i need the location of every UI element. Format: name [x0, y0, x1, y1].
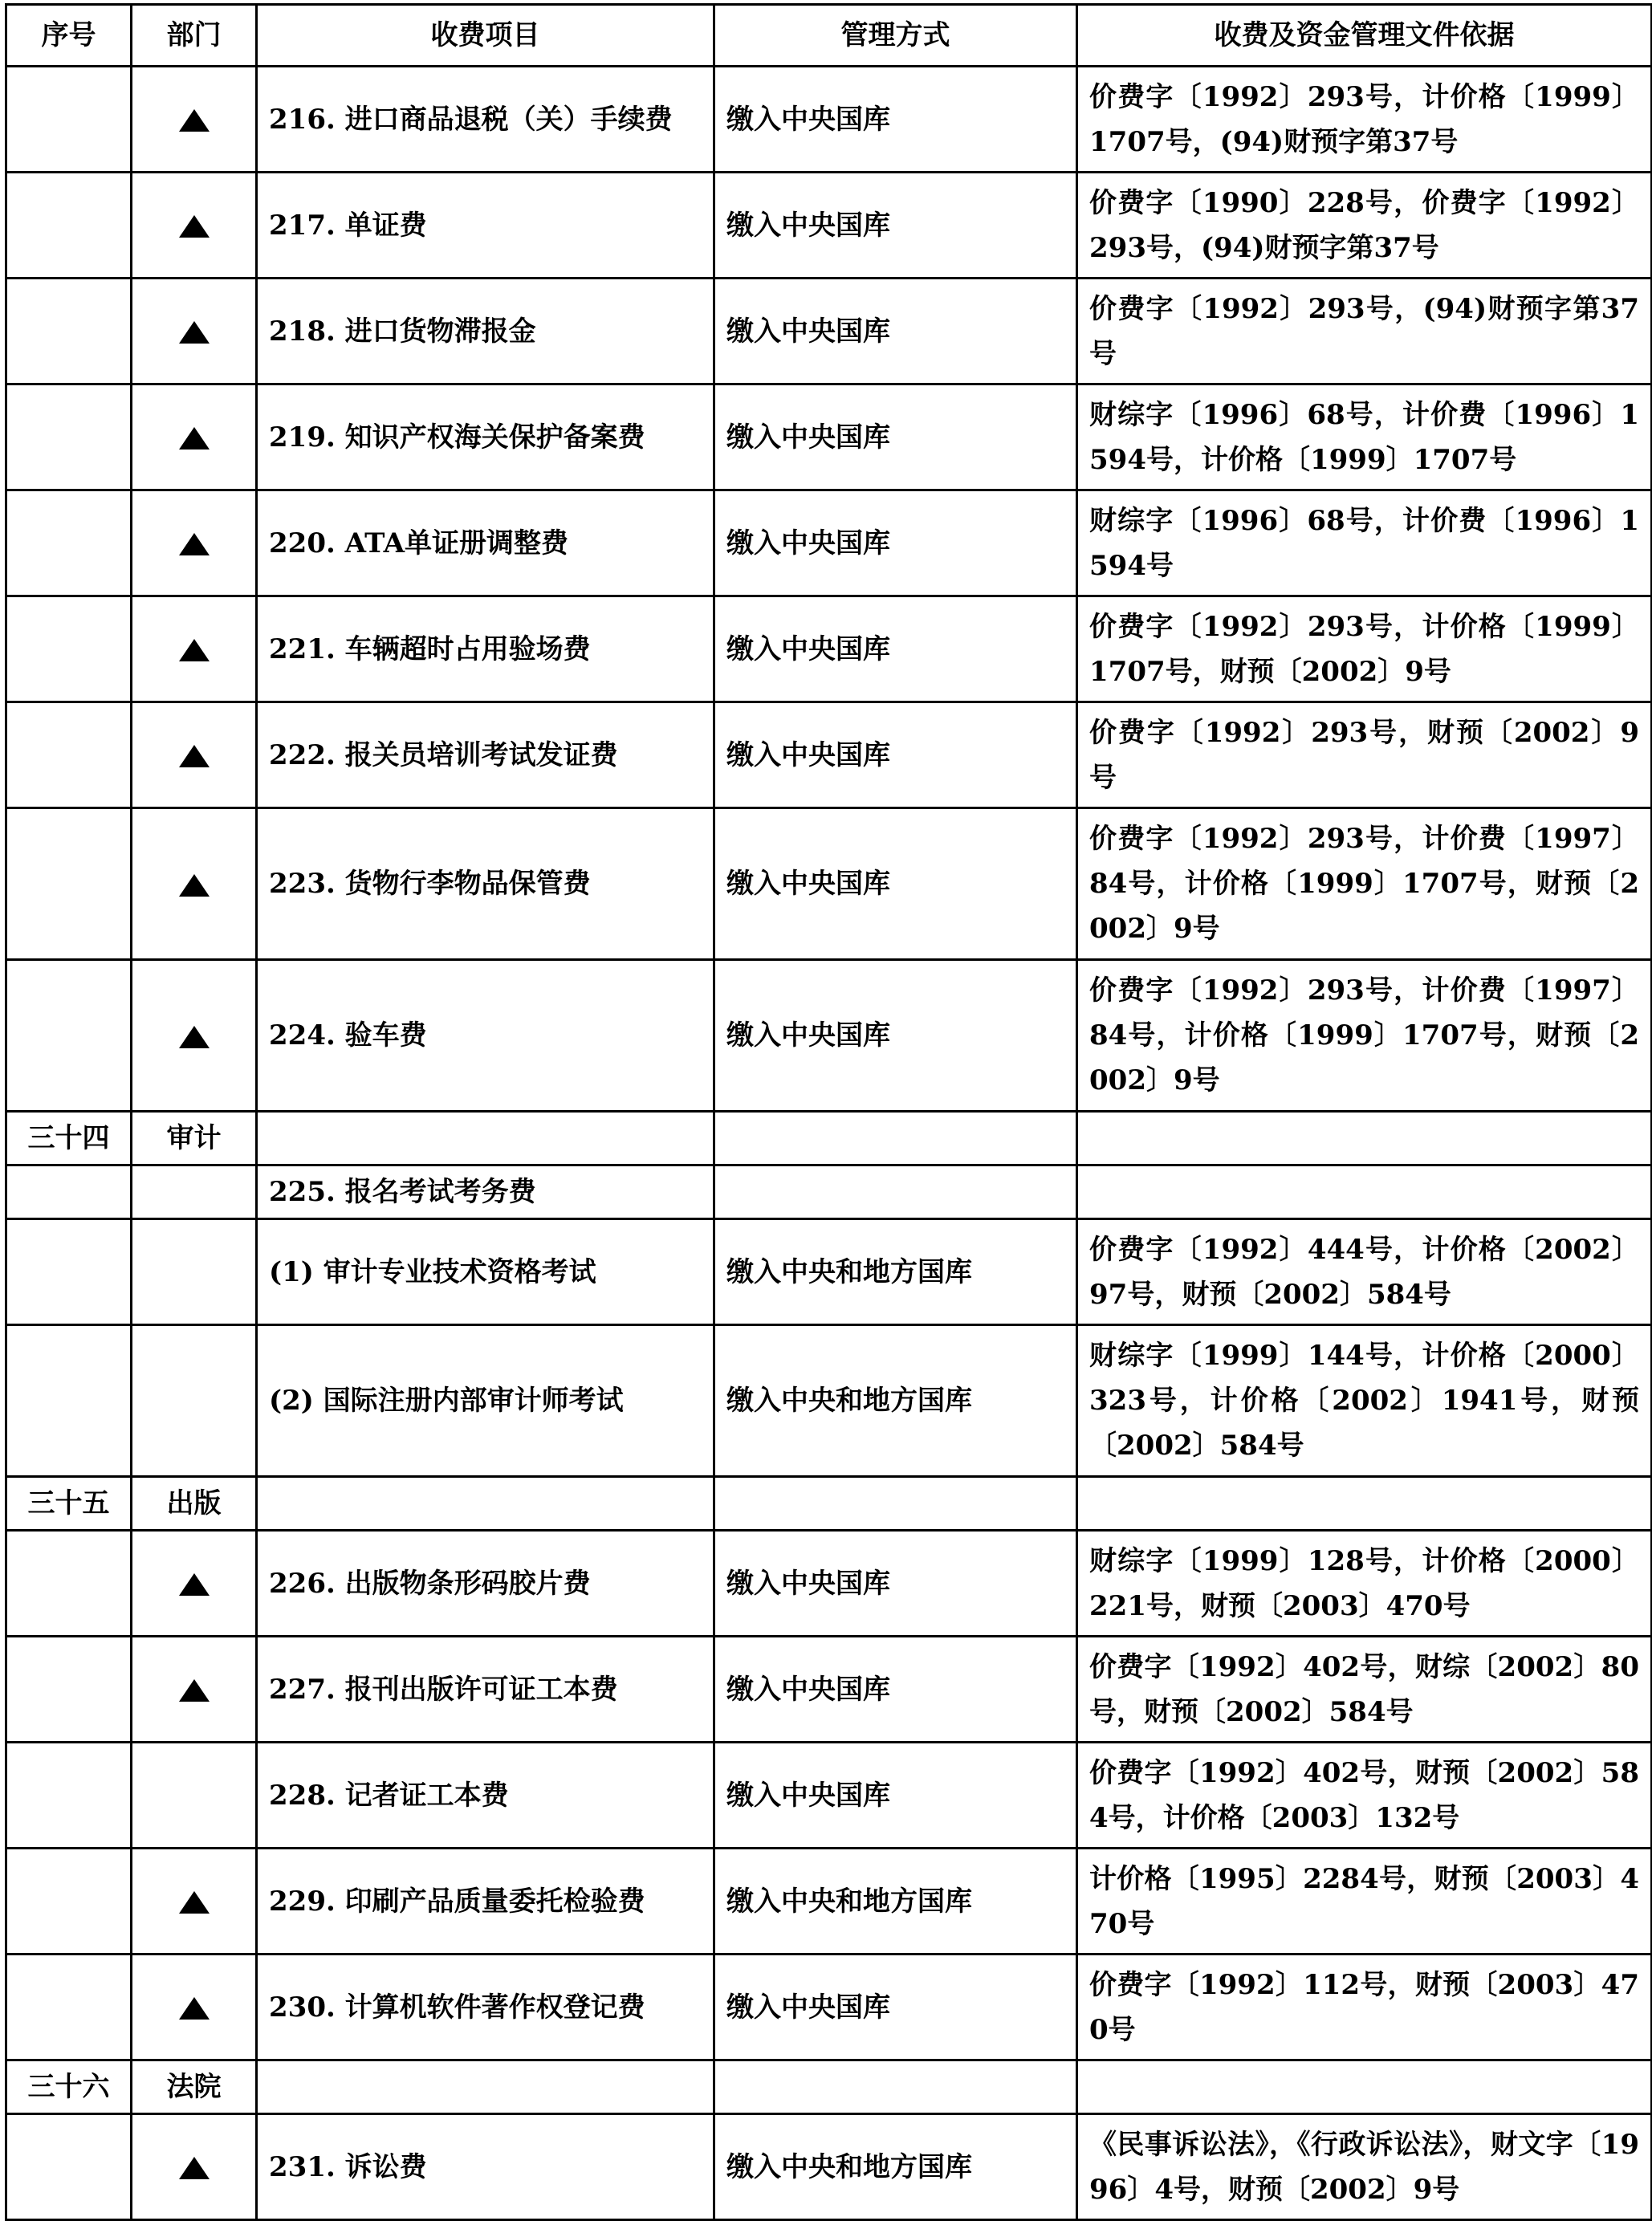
- row-fee-item: 229. 印刷产品质量委托检验费: [257, 1849, 714, 1955]
- row-management: 缴入中央和地方国库: [714, 1219, 1077, 1325]
- row-number: [6, 1743, 132, 1849]
- row-basis: 价费字〔1992〕112号，财预〔2003〕470号: [1077, 1955, 1652, 2060]
- triangle-marker-icon: [179, 427, 210, 449]
- table-row: [6, 1112, 1652, 1165]
- table-row: [6, 490, 1652, 596]
- row-basis: 价费字〔1990〕228号，价费字〔1992〕293号，(94)财预字第37号: [1077, 173, 1652, 279]
- row-number: [6, 1165, 132, 1219]
- row-fee-item: [257, 1477, 714, 1531]
- table-row: [6, 1849, 1652, 1955]
- row-management: 缴入中央国库: [714, 384, 1077, 490]
- row-fee-item: 219. 知识产权海关保护备案费: [257, 384, 714, 490]
- table-row: [6, 1637, 1652, 1743]
- row-number: [6, 279, 132, 384]
- table-row: [6, 1477, 1652, 1531]
- row-department: [132, 490, 257, 596]
- row-management: 缴入中央国库: [714, 490, 1077, 596]
- row-fee-item: (1) 审计专业技术资格考试: [257, 1219, 714, 1325]
- row-department: 法院: [132, 2060, 257, 2114]
- row-number: [6, 596, 132, 702]
- row-management: 缴入中央国库: [714, 1637, 1077, 1743]
- triangle-marker-icon: [179, 109, 210, 132]
- row-basis: 价费字〔1992〕293号，计价费〔1997〕84号，计价格〔1999〕1707号，财预〔2002〕9号: [1077, 960, 1652, 1112]
- table-row: [6, 960, 1652, 1112]
- row-fee-item: 223. 货物行李物品保管费: [257, 808, 714, 960]
- row-department: [132, 1743, 257, 1849]
- row-department: [132, 1849, 257, 1955]
- table-body: [6, 67, 1652, 2220]
- triangle-marker-icon: [179, 639, 210, 661]
- row-fee-item: [257, 2060, 714, 2114]
- row-fee-item: 230. 计算机软件著作权登记费: [257, 1955, 714, 2060]
- table-row: [6, 702, 1652, 808]
- row-department: [132, 702, 257, 808]
- table-row: [6, 1531, 1652, 1637]
- row-basis: 价费字〔1992〕293号，财预〔2002〕9号: [1077, 702, 1652, 808]
- row-management: 缴入中央和地方国库: [714, 1849, 1077, 1955]
- table-row: [6, 67, 1652, 173]
- header-row: [6, 5, 1652, 67]
- row-fee-item: 218. 进口货物滞报金: [257, 279, 714, 384]
- row-number: [6, 1531, 132, 1637]
- row-fee-item: 225. 报名考试考务费: [257, 1165, 714, 1219]
- row-number: 三十五: [6, 1477, 132, 1531]
- row-number: 三十四: [6, 1112, 132, 1165]
- row-management: [714, 1112, 1077, 1165]
- row-management: 缴入中央和地方国库: [714, 2114, 1077, 2220]
- row-management: 缴入中央国库: [714, 702, 1077, 808]
- triangle-marker-icon: [179, 533, 210, 555]
- row-department: [132, 1955, 257, 2060]
- row-basis: [1077, 1112, 1652, 1165]
- table-row: [6, 1955, 1652, 2060]
- col-header-item: 收费项目: [257, 5, 714, 67]
- row-department: [132, 808, 257, 960]
- row-basis: 价费字〔1992〕293号，计价格〔1999〕1707号，(94)财预字第37号: [1077, 67, 1652, 173]
- row-number: [6, 960, 132, 1112]
- table-row: [6, 2060, 1652, 2114]
- triangle-marker-icon: [179, 215, 210, 238]
- row-department: [132, 596, 257, 702]
- row-department: [132, 67, 257, 173]
- row-number: [6, 384, 132, 490]
- row-fee-item: 222. 报关员培训考试发证费: [257, 702, 714, 808]
- row-department: [132, 1219, 257, 1325]
- row-fee-item: 227. 报刊出版许可证工本费: [257, 1637, 714, 1743]
- row-management: 缴入中央和地方国库: [714, 1325, 1077, 1477]
- row-department: [132, 1531, 257, 1637]
- row-department: 出版: [132, 1477, 257, 1531]
- row-basis: 财综字〔1996〕68号，计价费〔1996〕1594号: [1077, 490, 1652, 596]
- row-number: [6, 490, 132, 596]
- row-basis: 价费字〔1992〕293号，计价格〔1999〕1707号，财预〔2002〕9号: [1077, 596, 1652, 702]
- table-row: [6, 1219, 1652, 1325]
- row-number: 三十六: [6, 2060, 132, 2114]
- row-department: [132, 1165, 257, 1219]
- row-department: [132, 279, 257, 384]
- row-fee-item: 226. 出版物条形码胶片费: [257, 1531, 714, 1637]
- row-department: 审计: [132, 1112, 257, 1165]
- table-row: [6, 384, 1652, 490]
- table-row: [6, 2114, 1652, 2220]
- triangle-marker-icon: [179, 1573, 210, 1596]
- row-number: [6, 173, 132, 279]
- row-management: 缴入中央国库: [714, 67, 1077, 173]
- row-fee-item: 216. 进口商品退税（关）手续费: [257, 67, 714, 173]
- row-fee-item: 224. 验车费: [257, 960, 714, 1112]
- row-fee-item: 220. ATA单证册调整费: [257, 490, 714, 596]
- triangle-marker-icon: [179, 745, 210, 767]
- row-fee-item: 221. 车辆超时占用验场费: [257, 596, 714, 702]
- row-fee-item: 231. 诉讼费: [257, 2114, 714, 2220]
- row-basis: [1077, 2060, 1652, 2114]
- row-basis: 《民事诉讼法》，《行政诉讼法》，财文字〔1996〕4号，财预〔2002〕9号: [1077, 2114, 1652, 2220]
- col-header-department: 部门: [132, 5, 257, 67]
- triangle-marker-icon: [179, 2157, 210, 2179]
- row-management: 缴入中央国库: [714, 808, 1077, 960]
- row-fee-item: [257, 1112, 714, 1165]
- row-number: [6, 2114, 132, 2220]
- row-number: [6, 702, 132, 808]
- row-number: [6, 1637, 132, 1743]
- col-header-number: 序号: [6, 5, 132, 67]
- row-number: [6, 1325, 132, 1477]
- triangle-marker-icon: [179, 1997, 210, 2020]
- table-row: [6, 1743, 1652, 1849]
- fee-table: [5, 3, 1652, 2221]
- row-department: [132, 960, 257, 1112]
- triangle-marker-icon: [179, 874, 210, 897]
- row-department: [132, 173, 257, 279]
- row-management: 缴入中央国库: [714, 1743, 1077, 1849]
- row-basis: 价费字〔1992〕293号，计价费〔1997〕84号，计价格〔1999〕1707号，财预〔2002〕9号: [1077, 808, 1652, 960]
- row-department: [132, 1325, 257, 1477]
- row-management: 缴入中央国库: [714, 596, 1077, 702]
- col-header-basis: 收费及资金管理文件依据: [1077, 5, 1652, 67]
- triangle-marker-icon: [179, 1891, 210, 1914]
- triangle-marker-icon: [179, 321, 210, 344]
- row-department: [132, 384, 257, 490]
- row-department: [132, 2114, 257, 2220]
- row-management: 缴入中央国库: [714, 1955, 1077, 2060]
- row-fee-item: (2) 国际注册内部审计师考试: [257, 1325, 714, 1477]
- triangle-marker-icon: [179, 1679, 210, 1702]
- row-management: 缴入中央国库: [714, 960, 1077, 1112]
- row-basis: 价费字〔1992〕293号，(94)财预字第37号: [1077, 279, 1652, 384]
- table-row: [6, 808, 1652, 960]
- row-management: [714, 1477, 1077, 1531]
- row-fee-item: 217. 单证费: [257, 173, 714, 279]
- row-basis: 价费字〔1992〕402号，财预〔2002〕584号，计价格〔2003〕132号: [1077, 1743, 1652, 1849]
- row-basis: 计价格〔1995〕2284号，财预〔2003〕470号: [1077, 1849, 1652, 1955]
- row-number: [6, 808, 132, 960]
- table-row: [6, 279, 1652, 384]
- row-number: [6, 1955, 132, 2060]
- row-number: [6, 1219, 132, 1325]
- col-header-management: 管理方式: [714, 5, 1077, 67]
- row-department: [132, 1637, 257, 1743]
- row-basis: 价费字〔1992〕402号，财综〔2002〕80号，财预〔2002〕584号: [1077, 1637, 1652, 1743]
- row-basis: 财综字〔1999〕128号，计价格〔2000〕221号，财预〔2003〕470号: [1077, 1531, 1652, 1637]
- table-row: [6, 1325, 1652, 1477]
- row-basis: [1077, 1165, 1652, 1219]
- row-basis: 财综字〔1999〕144号，计价格〔2000〕323号，计价格〔2002〕1941号，财预〔2002〕584号: [1077, 1325, 1652, 1477]
- table-row: [6, 1165, 1652, 1219]
- row-basis: [1077, 1477, 1652, 1531]
- row-basis: 财综字〔1996〕68号，计价费〔1996〕1594号，计价格〔1999〕1707号: [1077, 384, 1652, 490]
- triangle-marker-icon: [179, 1026, 210, 1048]
- row-number: [6, 67, 132, 173]
- table-row: [6, 173, 1652, 279]
- row-management: [714, 2060, 1077, 2114]
- row-basis: 价费字〔1992〕444号，计价格〔2002〕97号，财预〔2002〕584号: [1077, 1219, 1652, 1325]
- row-fee-item: 228. 记者证工本费: [257, 1743, 714, 1849]
- row-management: [714, 1165, 1077, 1219]
- row-management: 缴入中央国库: [714, 279, 1077, 384]
- row-management: 缴入中央国库: [714, 173, 1077, 279]
- table-row: [6, 596, 1652, 702]
- row-number: [6, 1849, 132, 1955]
- row-management: 缴入中央国库: [714, 1531, 1077, 1637]
